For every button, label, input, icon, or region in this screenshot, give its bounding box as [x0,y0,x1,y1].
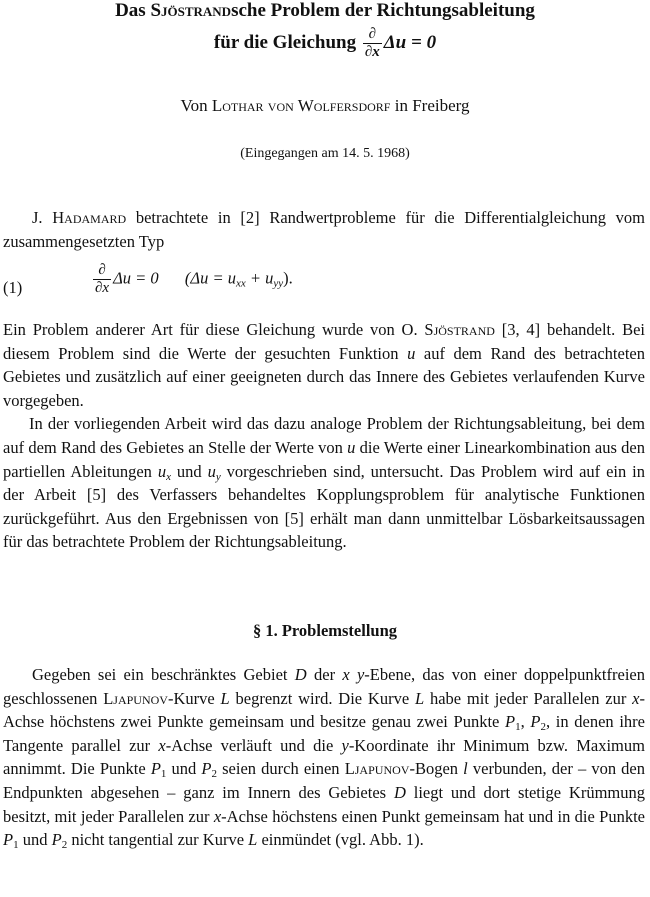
received-date: (Eingegangen am 14. 5. 1968) [240,146,410,161]
author-name: Lothar von Wolfersdorf [211,96,391,115]
equation-label: (1) [3,278,23,297]
paper-title-line-1: Das Sjöstrandsche Problem der Richtungsableitung [115,0,535,21]
intro-paragraph: J. Hadamard betrachtete in [2] Randwertprobleme für die Differentialgleichung vom zusammengesetzten Typ [3,208,645,251]
paper-title-line-2: für die Gleichung $\frac{\partial}{\partial x}$ Δu = 0 [213,26,437,60]
paragraph-2: Ein Problem anderer Art für diese Gleichung wurde von O. Sjöstrand [3, 4] behandelt. Bei diesem Problem sind die Werte der gesuchten Funktion u auf dem Rand des betrachteten Gebietes und zusätzlich auf einer geeigneten durch das Innere des Gebietes verlaufenden Kurve vorgegeben. In der vorliegenden Arbeit wird das dazu analoge Problem der Richtungsableitung, bei dem auf dem Rand des Gebietes an Stelle der Werte von u die Werte einer Linearkombination aus den partiellen Ableitungen $u_x$ und $u_y$ vorgeschrieben sind, untersucht. Das Problem wird auf ein in der Arbeit [5] des Verfassers behandeltes Kopplungsproblem für analytische Funktionen zurückgeführt. Aus den Ergebnissen von [5] erhält man dann unmittelbar Lösbarkeitsaussagen für das betrachtete Problem der Richtungsableitung. [3,320,645,552]
title-author-name: Sjöstrand [150,0,232,21]
paragraph-4: Gegeben sei ein beschränktes Gebiet D der x y-Ebene, das von einer doppelpunktfreien geschlossenen Ljapunov-Kurve L begrenzt wird. Die Kurve L habe mit jeder Parallelen zur x-Achse höchstens zwei Punkte gemeinsam und besitze genau zwei Punkte $P_1$, $P_2$, in denen ihre Tangente parallel zur x-Achse verläuft und die y-Koordinate ihr Minimum bzw. Maximum annimmt. Die Punkte $P_1$ und $P_2$ seien durch einen Ljapunov-Bogen l verbunden, der – von den Endpunkten abgesehen – ganz im Innern des Gebietes D liegt und dort stetige Krümmung besitzt, mit jeder Parallelen zur x-Achse höchstens einen Punkt gemeinsam hat und in die Punkte $P_1$ und $P_2$ nicht tangential zur Kurve L einmündet (vgl. Abb. 1). [3,665,646,852]
section-heading: § 1. Problemstellung [252,621,398,640]
equation-1 [3,262,645,312]
author-line: Von Lothar von Wolfersdorf in Freiberg [180,96,470,115]
equation-expression: $\frac{\partial}{\partial x}$ Δu = 0 $(\Delta u = u_{xx} + u_{yy})$. [95,262,293,296]
title-fraction: $\frac{\partial}{\partial x}$ [364,26,380,60]
